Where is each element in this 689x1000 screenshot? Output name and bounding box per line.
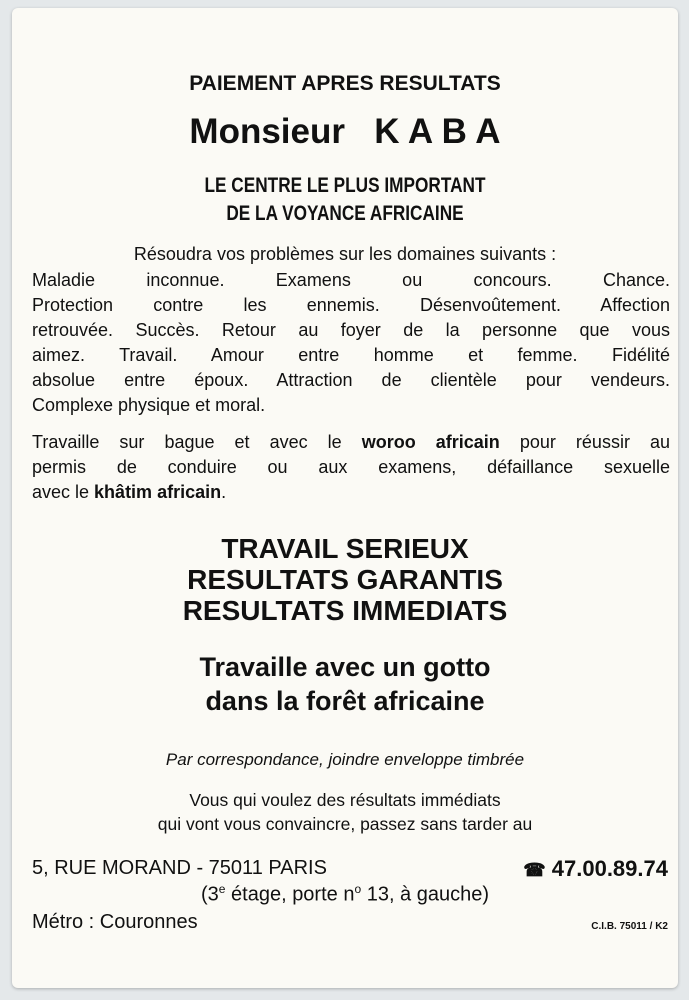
text: . [221, 482, 227, 502]
gotto-line: dans la forêt africaine [205, 686, 485, 716]
advertiser-name [12, 112, 678, 152]
slogan: RESULTATS GARANTIS [187, 564, 503, 595]
domain-line: Maladie inconnue. Examens ou concours. Chance. [32, 270, 670, 290]
domain-line: Protection contre les ennemis. Désenvoûtement. Affection [32, 295, 670, 315]
text: (3 [200, 883, 219, 906]
woroo-term: woroo africain [361, 432, 500, 452]
work-line [32, 482, 226, 503]
domain-line: retrouvée. Succès. Retour au foyer de la personne que vous [32, 320, 670, 340]
domain-line: aimez. Travail. Amour entre homme et femme. Fidélité [32, 345, 670, 365]
work-line: permis de conduire ou aux examens, défaillance sexuelle [32, 457, 670, 477]
intro-text: Résoudra vos problèmes sur les domaines suivants : [133, 244, 557, 264]
sup: o [354, 882, 362, 896]
phone-number [523, 856, 668, 882]
payment-heading: PAIEMENT APRES RESULTATS [189, 72, 501, 95]
flyer-card [12, 8, 678, 988]
name-prefix: Monsieur [189, 112, 345, 151]
text: avec le [32, 482, 95, 502]
text: étage, porte n [225, 883, 355, 906]
phone-text: 47.00.89.74 [551, 856, 668, 881]
sup: e [218, 882, 226, 896]
work-line [32, 432, 670, 453]
cta-line: qui vont vous convaincre, passez sans tarder au [157, 814, 533, 834]
gotto-line: Travaille avec un gotto [199, 652, 491, 682]
slogan: RESULTATS IMMEDIATS [182, 595, 508, 626]
domain-line: Complexe physique et moral. [32, 395, 266, 415]
metro-station: Métro : Couronnes [32, 911, 198, 933]
cta-line: Vous qui voulez des résultats immédiats [189, 790, 501, 810]
subtitle-line-1: LE CENTRE LE PLUS IMPORTANT [204, 174, 486, 197]
correspondence-note: Par correspondance, joindre enveloppe timbrée [165, 750, 525, 769]
text: Travaille sur bague et avec le [32, 432, 362, 452]
street-address: 5, RUE MORAND - 75011 PARIS [32, 857, 327, 879]
khatim-term: khâtim africain [94, 482, 222, 502]
telephone-icon: ☎ [523, 860, 546, 880]
floor-info [12, 882, 678, 907]
text: 13, à gauche) [361, 883, 490, 906]
slogan: TRAVAIL SERIEUX [221, 533, 469, 564]
domain-line: absolue entre époux. Attraction de clientèle pour vendeurs. [32, 370, 670, 390]
surname: K A B A [374, 112, 501, 151]
text: pour réussir au [499, 432, 671, 452]
registration-code: C.I.B. 75011 / K2 [591, 921, 668, 932]
subtitle-line-2: DE LA VOYANCE AFRICAINE [226, 202, 464, 225]
